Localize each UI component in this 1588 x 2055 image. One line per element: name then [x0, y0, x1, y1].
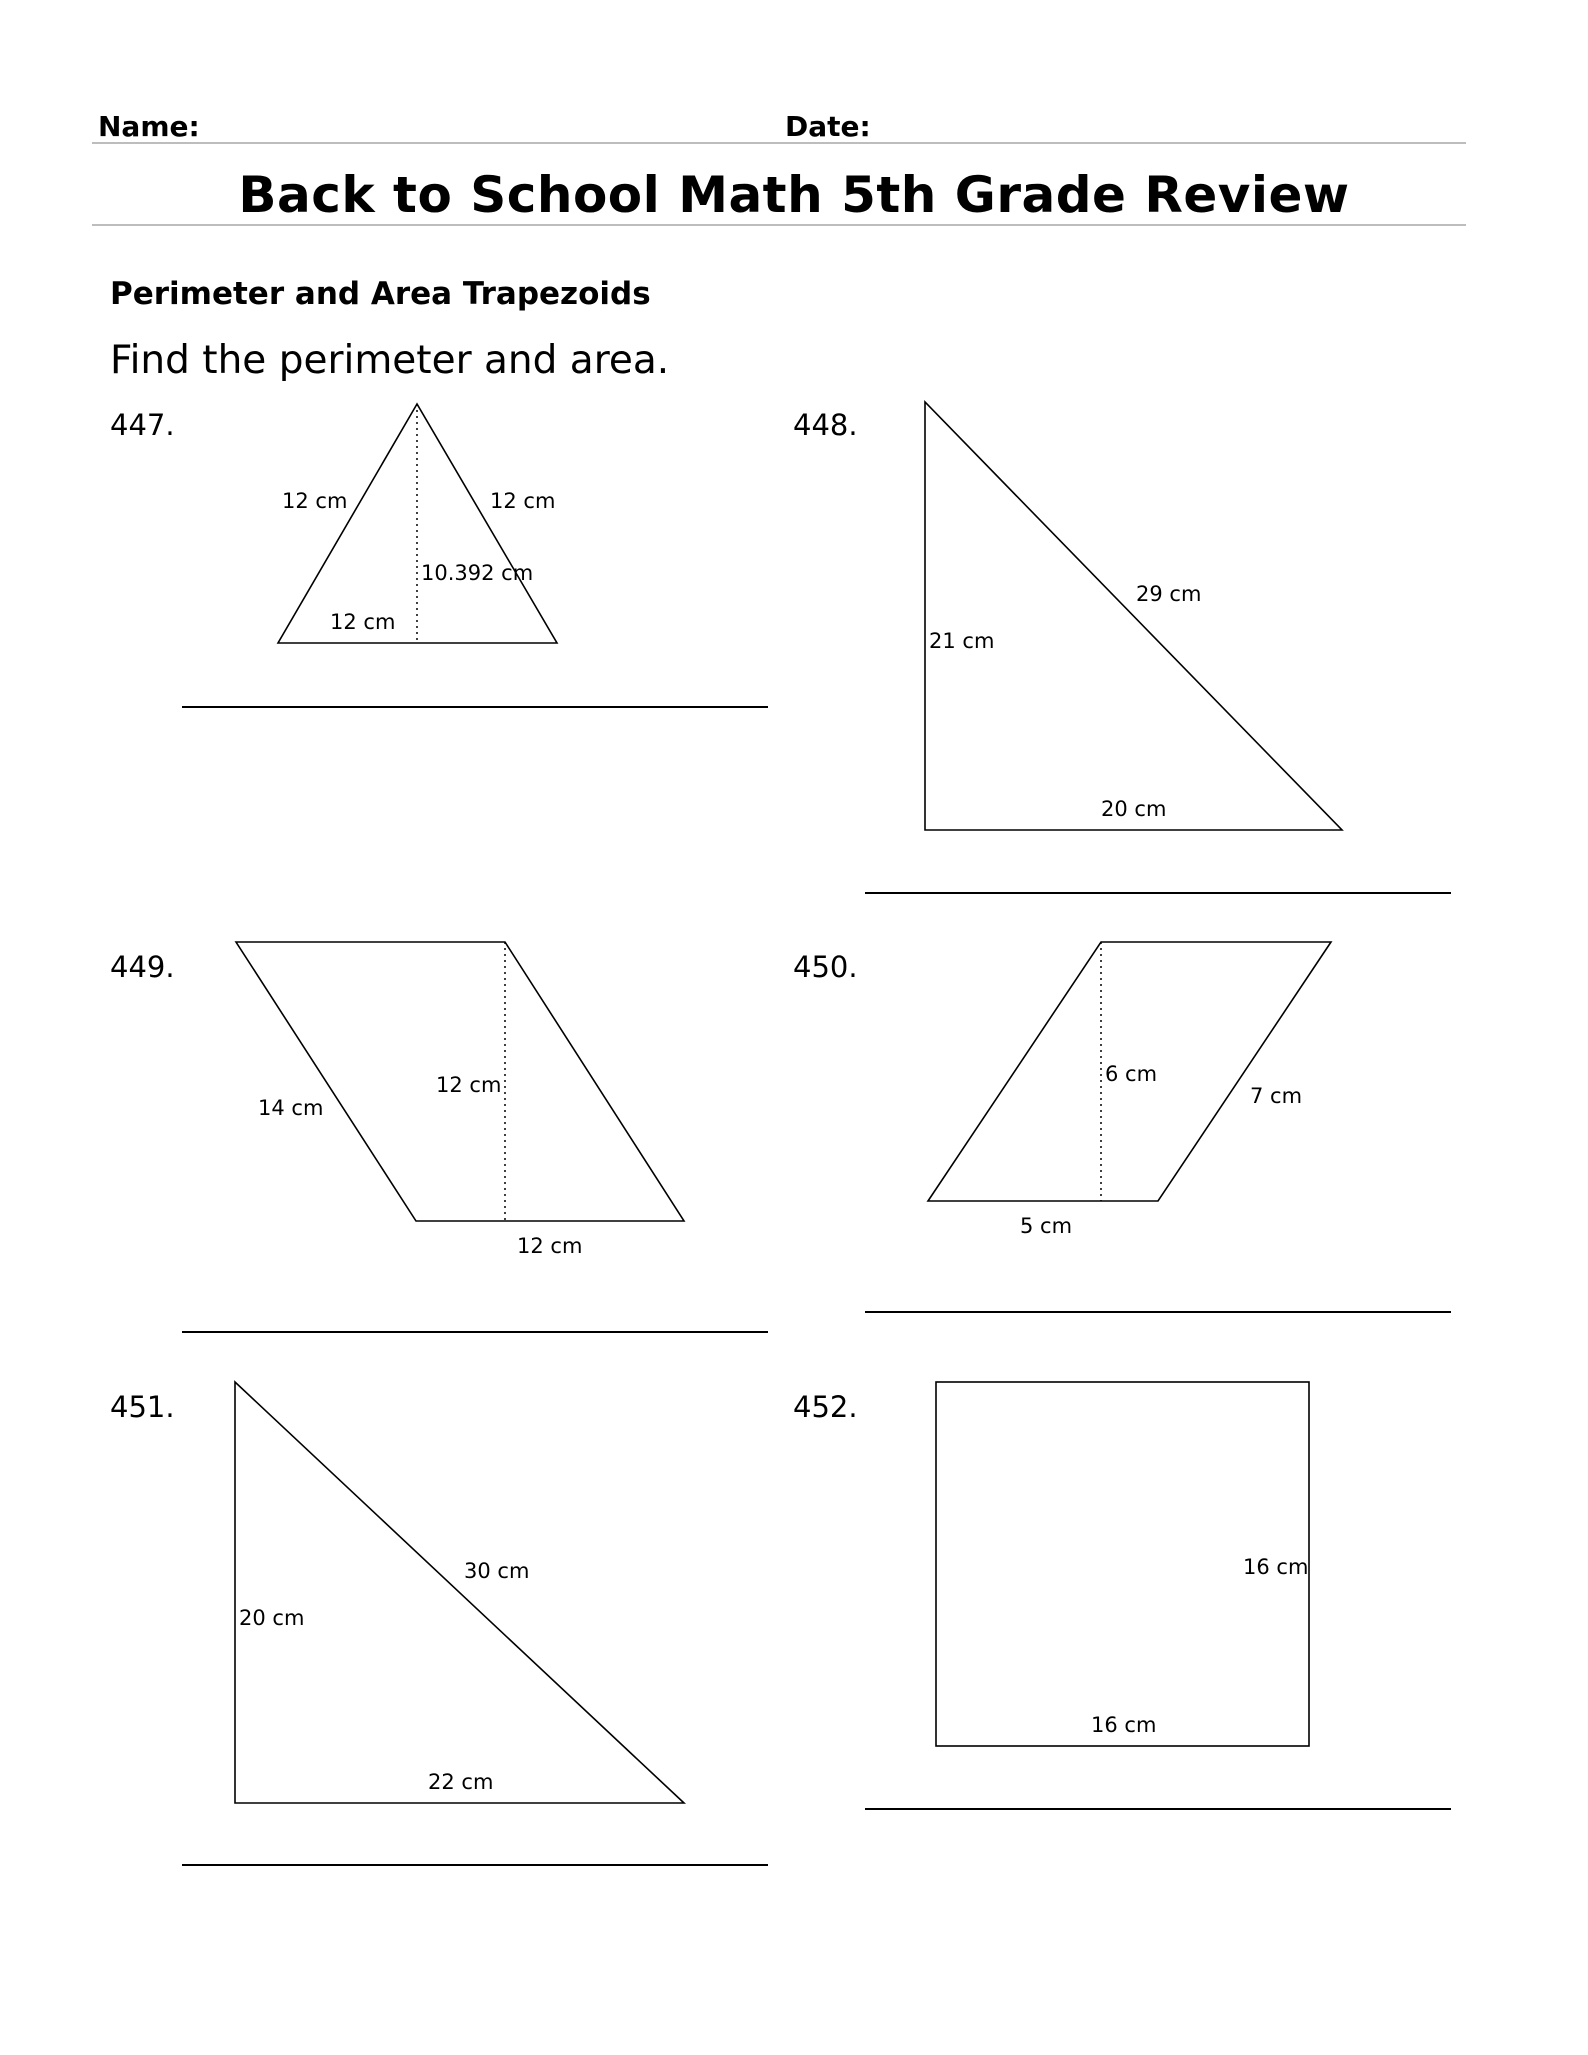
side-label-449: 14 cm — [258, 1096, 324, 1120]
side-label-450: 7 cm — [1250, 1084, 1303, 1108]
problem-number-449: 449. — [110, 950, 175, 984]
side-label-452: 16 cm — [1243, 1555, 1309, 1579]
problem-number-448: 448. — [793, 408, 858, 442]
section-title: Perimeter and Area Trapezoids — [110, 276, 651, 312]
side-label-447-left: 12 cm — [282, 489, 348, 513]
leg-label-451: 20 cm — [239, 1606, 305, 1630]
problem-number-452: 452. — [793, 1390, 858, 1424]
side-label-447-right: 12 cm — [490, 489, 556, 513]
problem-number-447: 447. — [110, 408, 175, 442]
answer-line-452[interactable] — [865, 1808, 1451, 1810]
base-label-448: 20 cm — [1101, 797, 1167, 821]
base-label-447: 12 cm — [330, 610, 396, 634]
instruction-text: Find the perimeter and area. — [110, 338, 670, 383]
page-title: Back to School Math 5th Grade Review — [238, 166, 1350, 224]
base-label-451: 22 cm — [428, 1770, 494, 1794]
hypotenuse-label-448: 29 cm — [1136, 582, 1202, 606]
base-label-449: 12 cm — [517, 1234, 583, 1258]
height-label-447: 10.392 cm — [421, 561, 534, 585]
base-label-452: 16 cm — [1091, 1713, 1157, 1737]
problem-number-450: 450. — [793, 950, 858, 984]
hypotenuse-label-451: 30 cm — [464, 1559, 530, 1583]
height-label-449: 12 cm — [436, 1073, 502, 1097]
date-label: Date: — [785, 110, 871, 143]
height-label-450: 6 cm — [1105, 1062, 1158, 1086]
name-label: Name: — [98, 110, 200, 143]
base-label-450: 5 cm — [1020, 1214, 1073, 1238]
leg-label-448: 21 cm — [929, 629, 995, 653]
problem-number-451: 451. — [110, 1390, 175, 1424]
